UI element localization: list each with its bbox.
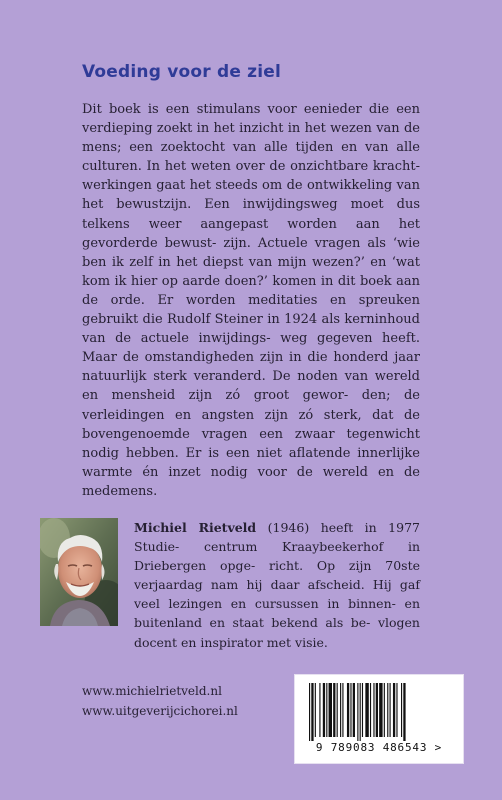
- bio-line: binnen- en buitenland en staat bekend als be-: [134, 596, 420, 631]
- author-name: Michiel Rietveld: [134, 520, 257, 535]
- barcode-bar: [337, 683, 338, 737]
- blurb-line: culturen. In het weten over de onzichtbare kracht-: [82, 159, 420, 175]
- blurb-line: van mijn wezen?’ en ‘wat kom ik hier op aarde: [82, 254, 420, 289]
- blurb-line: Dit boek is een stimulans voor eenieder die een: [82, 102, 420, 117]
- barcode-bar: [350, 683, 351, 737]
- blurb-text: [82, 100, 420, 501]
- barcode-bar: [393, 683, 395, 737]
- barcode-bar: [315, 683, 316, 737]
- barcode-bar: [384, 683, 385, 737]
- blurb-line: in die honderd jaar natuurlijk sterk veranderd. De: [82, 350, 420, 385]
- barcode-bar: [390, 683, 391, 737]
- publisher-website-link[interactable]: www.uitgeverijcichorei.nl: [82, 703, 238, 718]
- blurb-line: meditaties en spreuken gebruikt die Rudolf Steiner: [82, 292, 420, 328]
- barcode-bar: [387, 683, 388, 737]
- barcode-bar: [396, 683, 397, 737]
- barcode-bar: [403, 683, 405, 741]
- barcode-bar: [357, 683, 358, 741]
- barcode-bar: [311, 683, 313, 741]
- blurb-line: weer aangepast worden aan het gevorderde bewust-: [82, 216, 420, 251]
- barcode-bar: [376, 683, 378, 737]
- barcode-bar: [323, 683, 325, 737]
- blurb-line: weg gegeven heeft. Maar de omstandigheden zijn: [82, 331, 420, 366]
- bio-line: richt. Op zijn 70ste verjaardag nam hij daar: [134, 558, 420, 593]
- blurb-line: bovengenoemde vragen een zwaar tegenwicht nodig: [82, 426, 420, 461]
- barcode-bar: [360, 683, 361, 741]
- blurb-line: noden van wereld en mensheid zijn zó groot gewor-: [82, 369, 421, 404]
- blurb-line: hebben. Er is een niet aflatende innerlijke warmte: [82, 445, 420, 480]
- barcode-bar: [401, 683, 402, 737]
- barcode-bar: [309, 683, 310, 741]
- barcode-bar: [347, 683, 349, 737]
- blurb-line: werkingen gaat het steeds om de ontwikkeling van: [82, 178, 420, 194]
- barcode-bar: [340, 683, 341, 737]
- isbn-barcode: [294, 674, 464, 764]
- barcode-bar: [373, 683, 374, 737]
- blurb-line: het bewustzijn. Een inwijdingsweg moet dus telkens: [82, 197, 420, 232]
- author-website-link[interactable]: www.michielrietveld.nl: [82, 684, 222, 698]
- blurb-line: zijn. Actuele vragen als ‘wie ben ik zelf in het diepst: [82, 235, 420, 270]
- barcode-bar: [353, 683, 355, 737]
- barcode-bar: [379, 683, 382, 737]
- bio-line: (1946) heeft in 1977 Studie-: [134, 520, 420, 555]
- isbn-number: 9 789083 486543 >: [315, 741, 443, 754]
- barcode-bar: [333, 683, 335, 737]
- bio-line: centrum Kraaybeekerhof in Driebergen opge-: [134, 539, 420, 574]
- bio-line: vlogen docent en inspirator met visie.: [134, 615, 420, 650]
- barcode-bar: [319, 683, 320, 737]
- blurb-line: den; de verleidingen en angsten zijn zó sterk, dat de: [82, 388, 420, 423]
- barcode-icon: [309, 683, 449, 741]
- blurb-line: de mens; een zoektocht van alle tijden en van alle: [82, 121, 420, 156]
- author-bio: [134, 518, 420, 652]
- blurb-line: én inzet nodig voor de wereld en de medemens.: [82, 464, 420, 499]
- bio-line: afscheid. Hij gaf veel lezingen en cursussen in: [134, 577, 420, 612]
- barcode-bar: [342, 683, 343, 737]
- barcode-bar: [365, 683, 368, 737]
- author-photo: [40, 518, 118, 626]
- book-title: Voeding voor de ziel: [82, 62, 282, 82]
- website-links: [82, 682, 238, 721]
- barcode-bar: [370, 683, 371, 737]
- barcode-bar: [329, 683, 332, 737]
- barcode-bar: [362, 683, 363, 737]
- blurb-line: doen?’ komen in dit boek aan de orde. Er worden: [82, 273, 420, 308]
- author-portrait-icon: [40, 518, 118, 626]
- blurb-line: verdieping zoekt in het inzicht in het wezen van: [82, 121, 400, 137]
- barcode-bar: [326, 683, 327, 737]
- blurb-line: in 1924 als kerninhoud van de actuele inwijdings-: [82, 312, 420, 347]
